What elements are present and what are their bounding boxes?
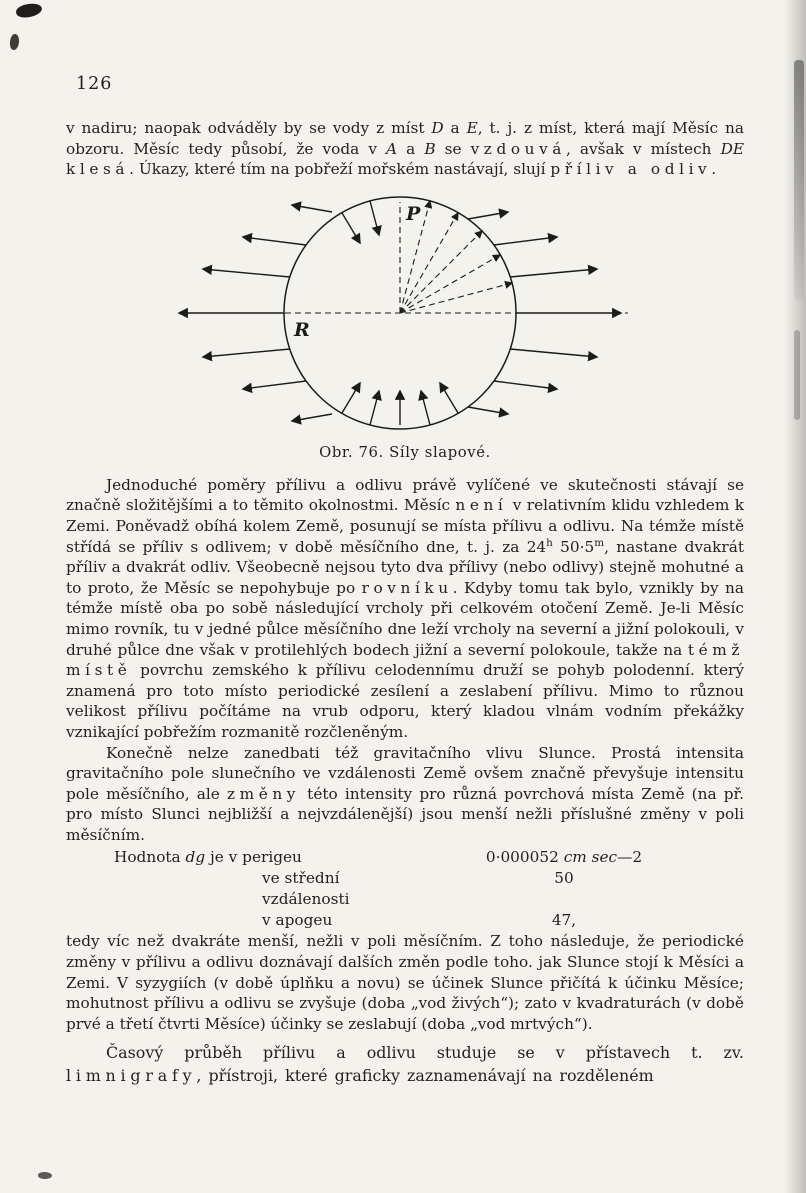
figure-label-r: R: [294, 318, 310, 341]
row-label: v apogeu: [262, 911, 333, 930]
paragraph-complications: Jednoduché poměry přílivu a odlivu právě vylíčené ve skutečnosti stávají se značně složitějšími a to těmito okolnostmi. Měsíc není v relativním klidu vzhledem k Zemi. Poněvadž obíhá kolem Země, posunují se místa přílivu a odlivu. Na témže místě střídá se příliv s odlivem; v době měsíčního dne, t. j. za 24$^h$ $50\cdot 5^m$, nastane dvakrát příliv a dvakrát odliv. Všeobecně nejsou tyto dva přílivy (nebo odlivy) stejně mohutné a to proto, že Měsíc se nepohybuje po rovníku. Kdyby tomu tak bylo, vznikly by na témže místě oba po sobě následující vrcholy při celkovém otočení Země. Je-li Měsíc mimo rovník, tu v jedné půlce měsíčního dne leží vrcholy na severní a jižní polokouli, v druhé půlce dne však v protilehlých bodech jižní a severní polokoule, takže na témž místě povrchu zemského k přílivu celodennímu druží se pohyb polodenní. který znamená pro toto místo periodické zesílení a zeslabení přílivu. Mimo to různou velikost přílivu počítáme na vrub odporu, který kladou vlnám vodním překážky vznikající pobřežím rozmanitě rozčleněným.: [66, 475, 745, 741]
table-row: [66, 910, 744, 931]
dg-values-table: [66, 847, 744, 931]
figure-label-p: P: [406, 202, 421, 225]
page-number: 126: [76, 74, 113, 94]
row-label: ve střední vzdálenosti: [262, 869, 350, 909]
row-value: 50: [554, 869, 574, 888]
row-value: 47,: [551, 911, 577, 930]
tidal-forces-diagram: [0, 192, 806, 440]
scan-artifact: [15, 1, 43, 19]
table-row: [66, 868, 744, 910]
scan-edge-shadow: [784, 0, 806, 1193]
scan-artifact: [38, 1172, 52, 1179]
figure-caption: Obr. 76. Síly slapové.: [319, 443, 491, 461]
paragraph-sun-influence: Konečně nelze zanedbati též gravitačního vlivu Slunce. Prostá intensita gravitačního pole slunečního ve vzdálenosti Země ovšem značně převyšuje intensitu pole měsíčního, ale změny této intensity pro různá povrchová místa Země (na př. pro místo Slunci nejbližší a nejvzdálenější) jsou menší nežli příslušné změny v poli měsíčním.: [66, 743, 744, 844]
paragraph-syzygy: tedy víc než dvakráte menší, nežli v poli měsíčním. Z toho následuje, že periodické změny v přílivu a odlivu doznávají dalších změn podle toho. jak Slunce stojí k Měsíci a Zemi. V syzygiích (v době úplňku a novu) se účinek Slunce přičítá k účinku Měsíce; mohutnost přílivu a odlivu se zvyšuje (doba „vod živých“); zato v kvadraturách (v době prvé a třetí čtvrti Měsíce) účinky se zeslabují (doba „vod mrtvých“).: [66, 932, 744, 1033]
row-label: Hodnota dg je v perigeu: [114, 848, 302, 867]
scan-artifact: [9, 33, 20, 50]
row-value: 0·000052 cm sec—2: [485, 848, 643, 867]
paragraph-limnigraphs: Časový průběh přílivu a odlivu studuje se v přístavech t. zv. limnigrafy, přístroji, které graficky zaznamenávají na rozděleném: [66, 1043, 744, 1085]
figure-tidal-forces: [66, 192, 744, 440]
page-content: [66, 118, 744, 1087]
table-row: [66, 847, 744, 868]
paragraph-intro: v nadiru; naopak odváděly by se vody z míst D a E, t. j. z míst, která mají Měsíc na obzoru. Měsíc tedy působí, že voda v A a B se vzdouvá, avšak v místech DE klesá. Úkazy, které tím na pobřeží mořském nastávají, slují příliv a odliv.: [66, 119, 744, 179]
